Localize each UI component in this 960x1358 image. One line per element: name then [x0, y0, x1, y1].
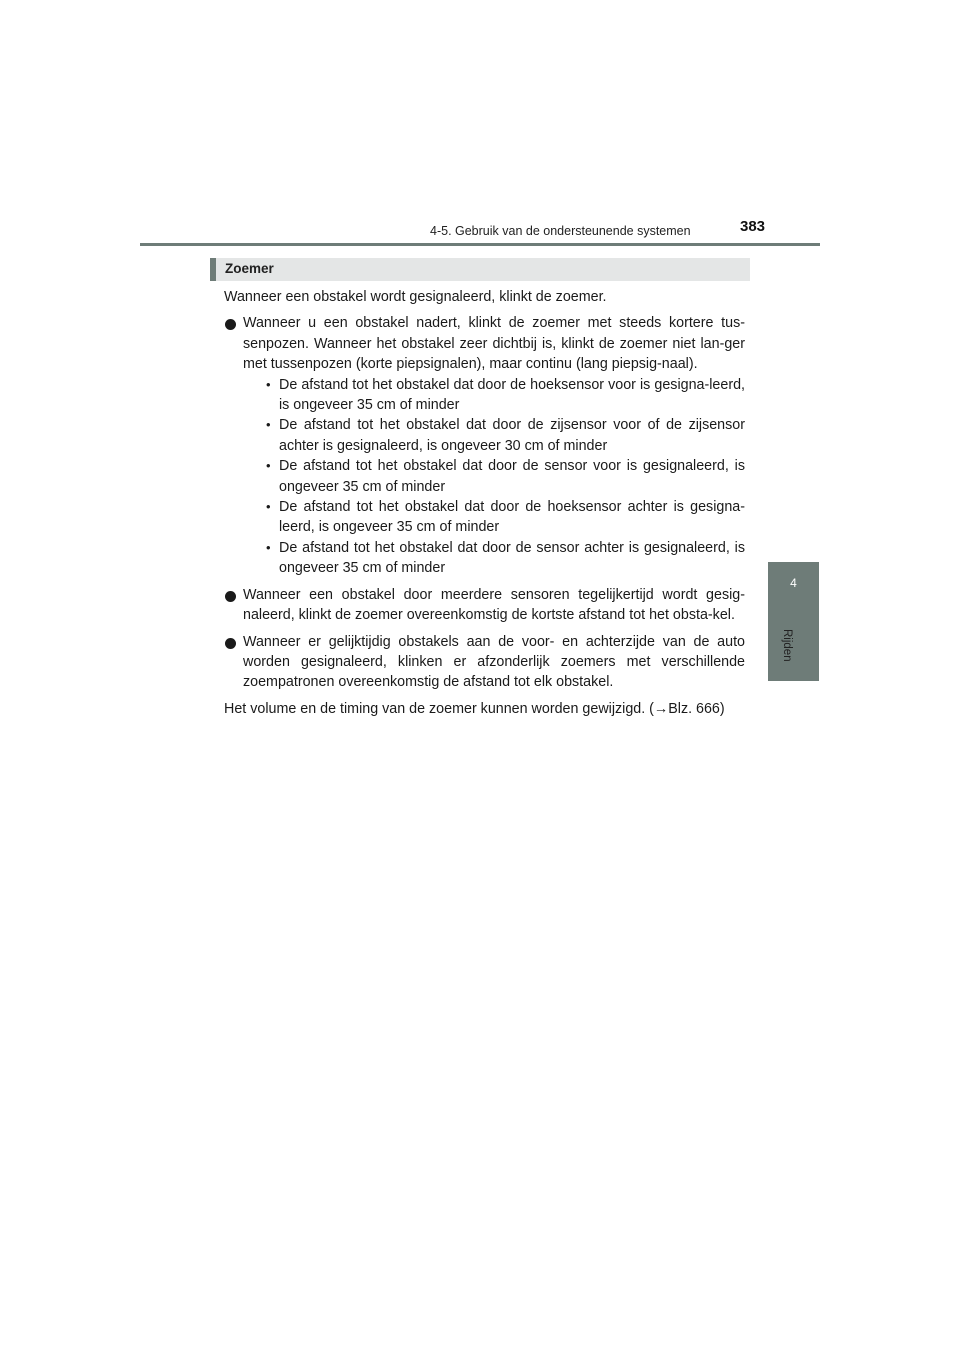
chapter-number: 4 [790, 576, 797, 590]
topic-title: Zoemer [225, 261, 274, 276]
header-rule [140, 243, 820, 246]
bullet-dot-icon [225, 319, 236, 330]
sub-bullet-icon: • [266, 417, 271, 433]
chapter-tab [768, 562, 819, 681]
sub-item-text: De afstand tot het obstakel dat door de sensor achter is gesignaleerd, is ongeveer 35 cm of minder [279, 539, 745, 577]
topic-heading-bar [210, 258, 750, 281]
bullet-text: Wanneer er gelijktijdig obstakels aan de voor- en achterzijde van de auto worden gesignaleerd, klinken er afzonderlijk zoemers met verschillende zoempatronen overeenkomstig de afstand tot elk obstakel. [243, 633, 745, 691]
sub-bullet-icon: • [266, 376, 271, 392]
bullet-text: Wanneer een obstakel door meerdere sensoren tegelijkertijd wordt gesig-naleerd, klinkt de zoemer overeenkomstig de kortste afstand tot het obsta-kel. [243, 586, 745, 624]
sub-item [243, 375, 745, 416]
sub-bullet-icon: • [266, 499, 271, 515]
sub-item-text: De afstand tot het obstakel dat door de hoeksensor voor is gesigna-leerd, is ongeveer 35 cm of minder [279, 376, 745, 414]
sub-item-text: De afstand tot het obstakel dat door de sensor voor is gesignaleerd, is ongeveer 35 cm of minder [279, 458, 745, 495]
intro-paragraph: Wanneer een obstakel wordt gesignaleerd, klinkt de zoemer. [224, 289, 607, 305]
bullet-text: Wanneer u een obstakel nadert, klinkt de zoemer met steeds kortere tus-senpozen. Wanneer het obstakel zeer dichtbij is, klinkt de zoemer niet lan-ger met tussenpozen (korte piepsignalen), maar continu (lang piepsig-naal). [243, 315, 745, 373]
page-header [0, 0, 960, 250]
sub-item-text: De afstand tot het obstakel dat door de hoeksensor achter is gesigna-leerd, is ongeveer 35 cm of minder [279, 499, 745, 536]
sub-item [243, 456, 745, 497]
body-content [224, 287, 745, 719]
bullet-item [224, 632, 745, 693]
topic-accent [210, 258, 216, 281]
closing-paragraph: Het volume en de timing van de zoemer kunnen worden gewijzigd. (→Blz. 666) [224, 700, 725, 717]
section-title: 4-5. Gebruik van de ondersteunende systemen [430, 224, 691, 238]
sub-item [243, 497, 745, 538]
sub-item [243, 538, 745, 579]
bullet-item [224, 585, 745, 626]
sub-item [243, 415, 745, 456]
bullet-dot-icon [225, 591, 236, 602]
bullet-dot-icon [225, 638, 236, 649]
bullet-item [224, 313, 745, 578]
sub-item-text: De afstand tot het obstakel dat door de zijsensor voor of de zijsensor achter is gesignaleerd, is ongeveer 30 cm of minder [279, 417, 745, 454]
page-number: 383 [740, 218, 766, 235]
chapter-label: Rijden [781, 629, 793, 662]
sub-bullet-icon: • [266, 458, 271, 474]
sub-bullet-icon: • [266, 539, 271, 555]
